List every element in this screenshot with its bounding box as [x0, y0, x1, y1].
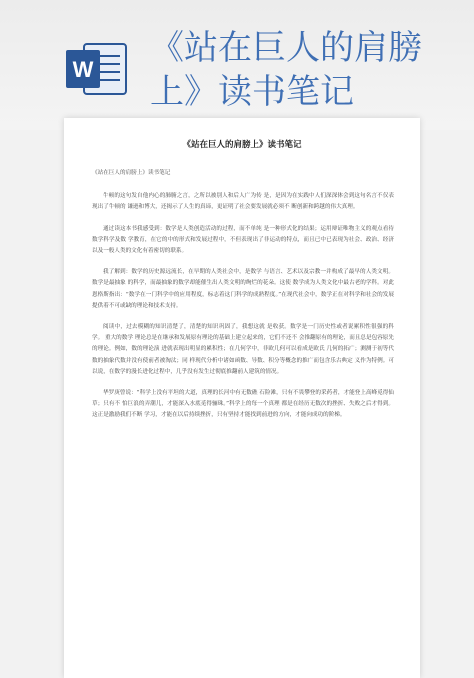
svg-text:W: W: [72, 57, 94, 82]
banner-title: [150, 26, 450, 114]
document-title: 《站在巨人的肩膀上》读书笔记: [182, 140, 302, 150]
paragraph-5: 华罗庚曾说：“科学上没有平坦的大道，真理的长河中有无数礁 石险滩，只有不畏攀登的采药者，才能登上高峰觅得仙草；只有不 怕巨浪的弄潮儿，才能深入水底觅得骊珠。”科学上的每一个真理 都是在经历无数次的挫折、失败之后才得到。这正是激励我们不断 学习，才能在以后持续挫折，只有坚持才能找到前进的方向，才能向成功的阶梯。: [92, 390, 394, 419]
paragraph-3: 我了解到：数学的历史源远流长，在早期的人类社会中，是数学 与语言、艺术以及宗教一并构成了最早的人类文明。数学是最抽象 的科学，而最抽象的数学却能催生出人类文明的绚烂的花朵。这使 数学成为人类文化中最古老的学科。对此恩格斯指出：“数学在一门科学中的应用程度，标志着这门科学的成熟程度。”在现代社会中，数学正在对科学和社会的发展提供着不可或缺的理论和技术支持。: [92, 269, 394, 309]
word-icon: [64, 40, 128, 98]
document-body: [92, 168, 394, 432]
banner-title-line1: 《站在巨人的肩膀: [150, 28, 422, 68]
paragraph-1: 牛顿的这句发自他内心的肺腑之言，之所以被别人和后人广为传 是，是因为在实践中人们深深体会到这句名言不仅表现出了牛顿的 谦逊和博大，还揭示了人生的真谛，更证明了社会要发展就必须不 断创新和跨越的伟大真理。: [92, 193, 394, 211]
document-page: [64, 118, 420, 678]
paragraph-4: 阅读中，过去模糊的知识清楚了，清楚的知识巩固了，我想这就 是收获。数学是一门历史性或者说累积性很强的科学。 重大的数学 理论总是在继承和发展原有理论的基础上建立起来的，它们不还不 会推翻原有的理论，而且总是包容原先的理论。例如，数的理论演 进就表现出明显的累积性；在几何学中，非欧几何可以看成是欧氏 几何的拓广；测测于初等代数的抽象代数并没有使前者被淘汰；同 样现代分析中诸如函数、导数、积分等概念的推广而包含乐古典定 义作为特例。可以说，在数学的漫长进化过程中，几乎没有发生过彻底推翻前人建筑的情况。: [92, 324, 394, 375]
banner-title-line2: 上》读书笔记: [150, 72, 354, 112]
paragraph-2: 通过读这本书我感受到：数学是人类创造活动的过程，而不单纯 是一种形式化的结果；运用辩证唯物主义的观点看待数学科学及数 学教育，在它的中的形式和发展过程中，不但表现出了非运动的特点，而且已中已表现为社会、政治、经济以及一般人类的文化有着密切的联系。: [92, 225, 394, 255]
document-subtitle: 《站在巨人的肩膀上》读书笔记: [92, 170, 171, 176]
banner: [0, 0, 474, 130]
